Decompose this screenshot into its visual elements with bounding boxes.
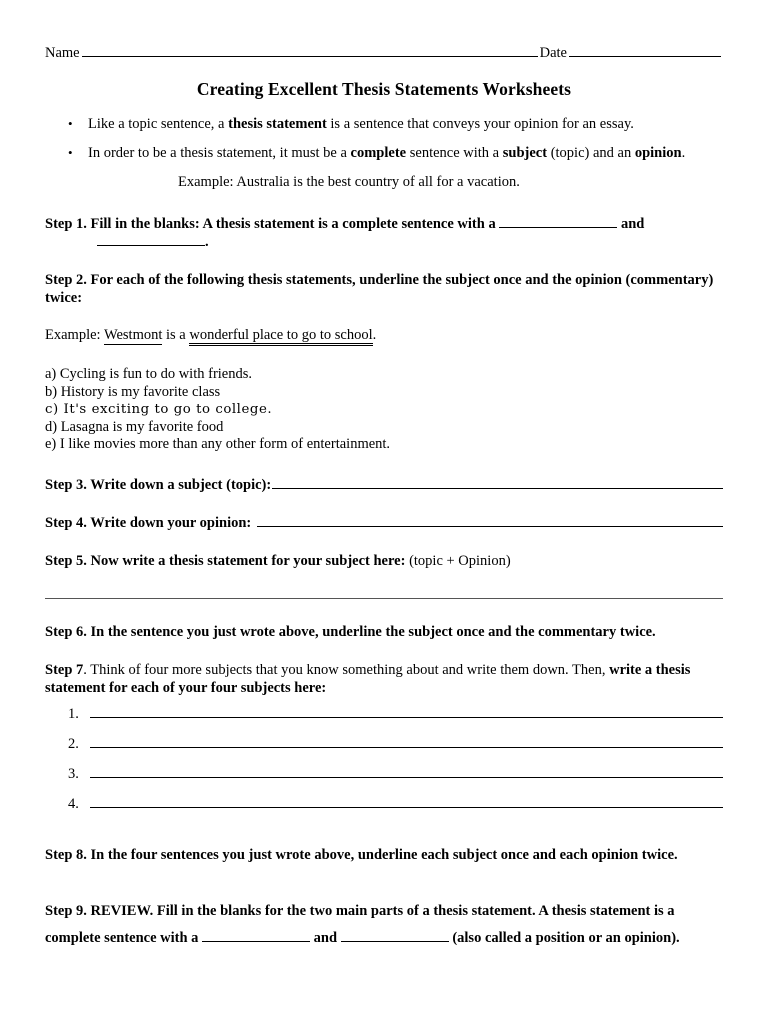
step9-part2: and (310, 929, 341, 946)
step-3 (45, 476, 723, 494)
step7-answer-list (45, 705, 723, 813)
example-period: . (372, 327, 377, 343)
bullet2-bold2: subject (502, 145, 548, 161)
example-underlined (45, 327, 723, 346)
bullet1-part2: is a sentence that conveys your opinion for an essay. (326, 116, 634, 132)
step1-tail: . (205, 234, 209, 250)
step-5 (45, 552, 723, 570)
step9-part3: (also called a position or an opinion). (448, 929, 680, 946)
name-blank-field[interactable] (82, 45, 538, 57)
example-middle: is a (162, 327, 190, 343)
list-item: e) I like movies more than any other form of entertainment. (45, 436, 391, 452)
step7-regular: . Think of four more subjects that you know something about and write them down. Then, (83, 661, 610, 678)
list-item: c) It's exciting to go to college. (45, 402, 273, 417)
step-2: Step 2. For each of the following thesis statements, underline the subject once and the opinion (commentary) twice: (45, 272, 714, 306)
step7-tail: write a thesis statement for each of your four subjects here: (45, 661, 691, 696)
step7-lead: Step 7 (45, 661, 84, 678)
intro-bullet-list (45, 116, 723, 162)
item-number: 1. (68, 705, 79, 722)
step7-blank-3[interactable] (90, 765, 723, 778)
list-item: a) Cycling is fun to do with friends. (45, 366, 253, 382)
step7-blank-4[interactable] (90, 795, 723, 808)
list-item (45, 705, 723, 723)
bullet2-bold3: opinion (634, 145, 682, 161)
step9-part1: Step 9. REVIEW. Fill in the blanks for the two main parts of a thesis statement. A thesis statement is a complete sentence with a (45, 902, 675, 946)
bullet2-part2: sentence with a (406, 145, 503, 161)
step-1 (45, 215, 723, 251)
step-4 (45, 514, 723, 532)
step1-line2 (45, 233, 723, 251)
example-opinion: wonderful place to go to school (189, 328, 372, 346)
list-item (45, 735, 723, 753)
step9-blank-1[interactable] (202, 930, 310, 942)
intro-example: Example: Australia is the best country of all for a vacation. (178, 174, 520, 190)
step5-answer-line[interactable] (45, 598, 723, 599)
example-subject: Westmont (103, 327, 163, 343)
step5-note: (topic + Opinion) (405, 552, 511, 569)
step-8: Step 8. In the four sentences you just wrote above, underline each subject once and each opinion twice. (45, 846, 678, 863)
step-9 (45, 898, 723, 952)
step-7 (45, 661, 723, 697)
page-title: Creating Excellent Thesis Statements Worksheets (196, 79, 572, 99)
step1-blank-1[interactable] (499, 216, 617, 228)
step1-blank-2[interactable] (97, 234, 205, 246)
bullet2-part4: . (681, 145, 686, 161)
example-lead: Example: (45, 327, 104, 343)
step1-text-b: and (617, 216, 645, 232)
item-number: 4. (68, 795, 79, 812)
name-label: Name (45, 45, 80, 61)
step4-label: Step 4. Write down your opinion: (45, 514, 252, 531)
list-item (45, 145, 723, 162)
step3-label: Step 3. Write down a subject (topic): (45, 476, 272, 493)
step1-text-a: Step 1. Fill in the blanks: A thesis statement is a complete sentence with a (45, 216, 500, 232)
date-blank-field[interactable] (569, 45, 721, 57)
bullet2-bold1: complete (350, 145, 407, 161)
step7-blank-2[interactable] (90, 735, 723, 748)
bullet1-part1: Like a topic sentence, a (88, 116, 229, 132)
list-item (45, 765, 723, 783)
step7-blank-1[interactable] (90, 705, 723, 718)
step-6: Step 6. In the sentence you just wrote above, underline the subject once and the commentary twice. (45, 623, 656, 640)
step5-label: Step 5. Now write a thesis statement for your subject here: (45, 552, 406, 569)
bullet2-part3: (topic) and an (547, 145, 635, 161)
list-item: d) Lasagna is my favorite food (45, 418, 224, 435)
bullet2-part1: In order to be a thesis statement, it must be a (88, 145, 351, 161)
step3-blank-field[interactable] (272, 477, 723, 489)
step9-blank-2[interactable] (341, 930, 449, 942)
list-item (45, 116, 723, 133)
bullet1-bold1: thesis statement (228, 116, 327, 132)
step4-blank-field[interactable] (257, 515, 723, 527)
name-date-row (45, 44, 723, 62)
practice-sentences (45, 366, 723, 454)
item-number: 3. (68, 765, 79, 782)
item-number: 2. (68, 735, 79, 752)
list-item (45, 795, 723, 813)
date-label: Date (539, 45, 567, 61)
list-item: b) History is my favorite class (45, 383, 221, 400)
